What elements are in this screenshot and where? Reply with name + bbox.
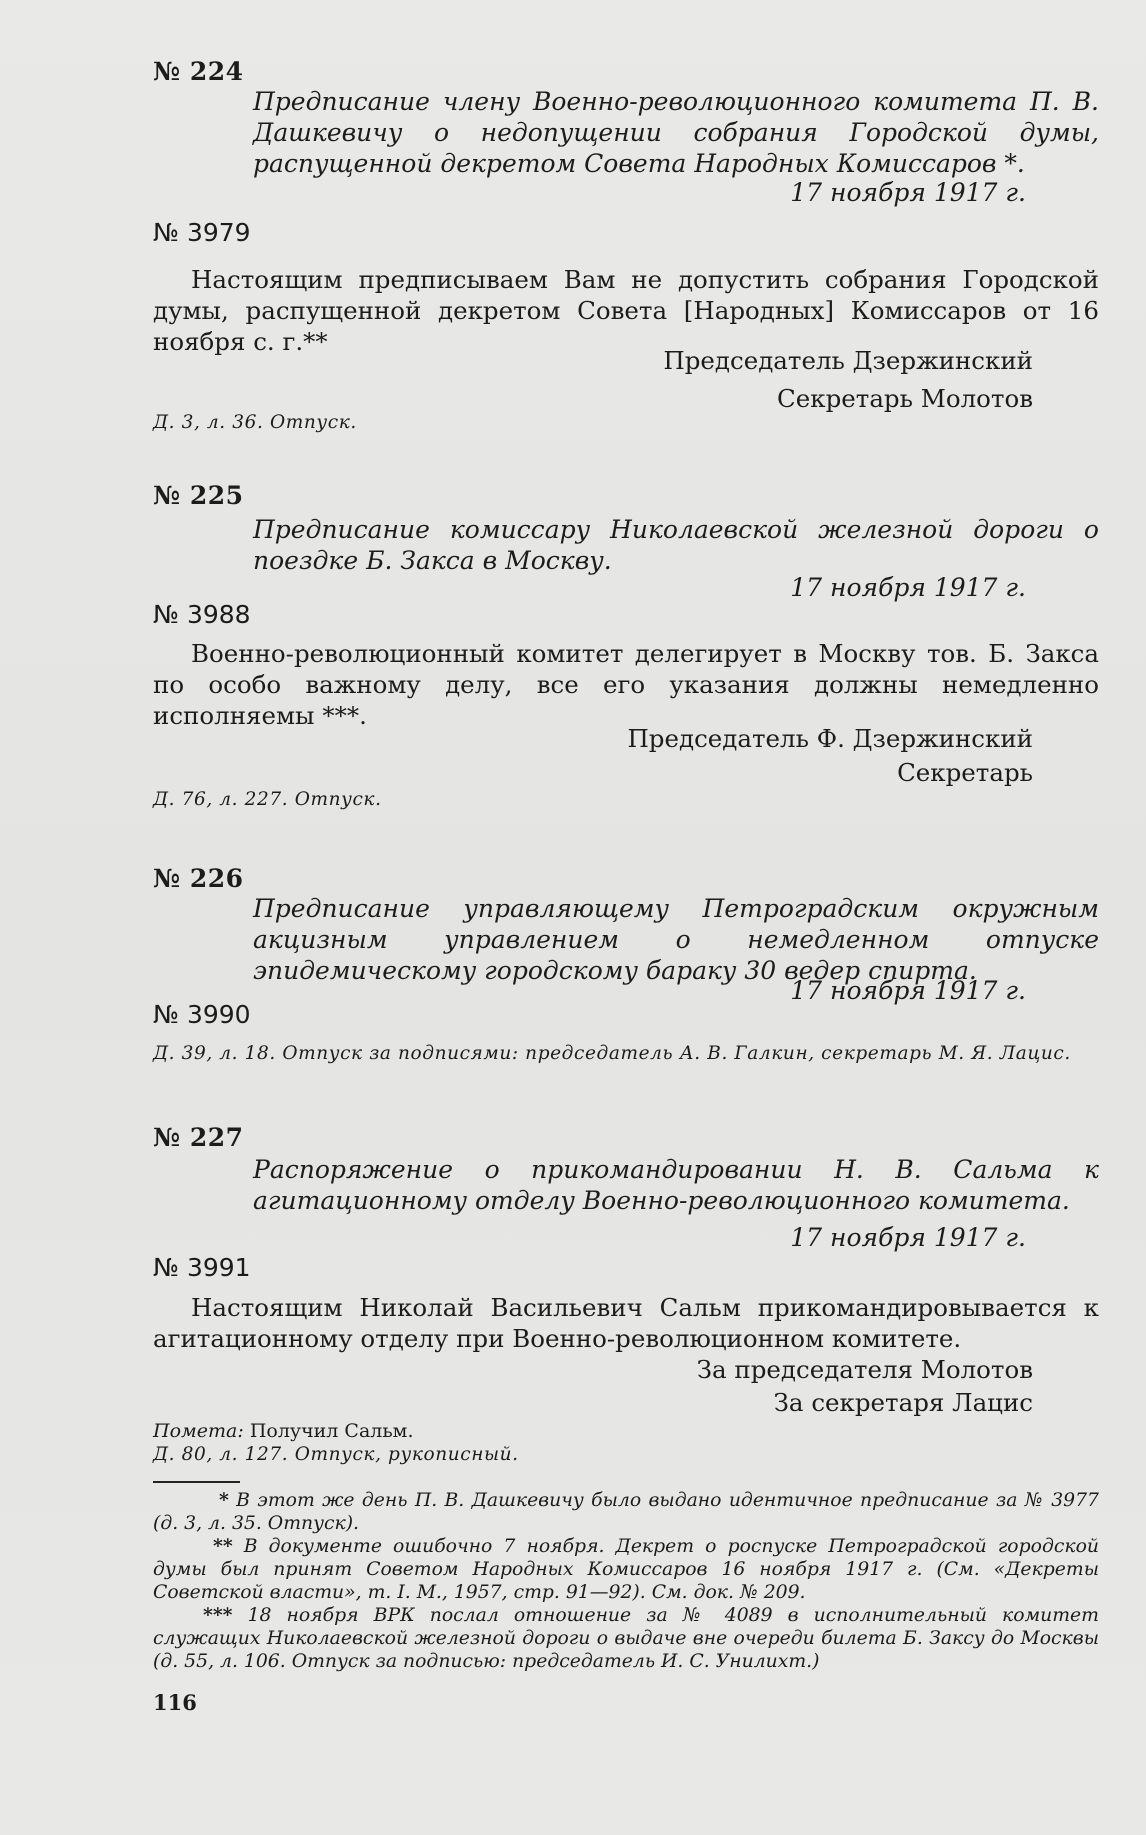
footnote-2 bbox=[153, 1535, 1099, 1604]
doc-226-number: № 226 bbox=[153, 864, 244, 893]
footnote-2-text: В документе ошибочно 7 ноября. Декрет о роспуске Петроградской городской думы был принят Советом Народных Комиссаров 16 ноября 1917 г. (См. «Декреты Советской власти», т. I. М., 1957, стр. 91—92). См. док. № 209. bbox=[153, 1536, 1099, 1603]
pometa-text: Получил Сальм. bbox=[249, 1420, 414, 1442]
doc-224-signature-chair: Председатель Дзержинский bbox=[663, 346, 1033, 375]
pometa-label: Помета: bbox=[153, 1420, 244, 1442]
doc-225-body: Военно-революционный комитет делегирует в Москву тов. Б. Закса по особо важному делу, все его указания должны немедленно исполняемы ***. bbox=[153, 639, 1099, 730]
footnote-3-mark: *** bbox=[203, 1604, 233, 1626]
doc-224-title: Предписание члену Военно-революционного комитета П. В. Дашкевичу о недопущении собрания Городской думы, распущенной декретом Совета Народных Комиссаров *. bbox=[253, 87, 1099, 178]
doc-226-archive-ref: Д. 39, л. 18. Отпуск за подписями: председатель А. В. Галкин, секретарь М. Я. Лацис. bbox=[153, 1043, 1071, 1064]
footnote-separator bbox=[153, 1481, 240, 1483]
doc-225-title: Предписание комиссару Николаевской железной дороги о поездке Б. Закса в Москву. bbox=[253, 515, 1099, 575]
footnote-3 bbox=[153, 1604, 1099, 1673]
doc-226-reg-number: № 3990 bbox=[153, 1000, 251, 1029]
doc-225-reg-number: № 3988 bbox=[153, 600, 251, 629]
doc-225-signature-secretary: Секретарь bbox=[897, 758, 1033, 787]
doc-225-archive-ref: Д. 76, л. 227. Отпуск. bbox=[153, 789, 382, 810]
doc-227-archive-ref: Д. 80, л. 127. Отпуск, рукописный. bbox=[153, 1444, 519, 1465]
doc-227-date: 17 ноября 1917 г. bbox=[790, 1223, 1026, 1252]
doc-226-title: Предписание управляющему Петроградским окружным акцизным управлением о немедленном отпуске эпидемическому городскому бараку 30 ведер спирта. bbox=[253, 894, 1099, 985]
doc-227-signature-chair: За председателя Молотов bbox=[696, 1355, 1033, 1384]
footnote-1 bbox=[153, 1489, 1099, 1535]
doc-224-signature-secretary: Секретарь Молотов bbox=[777, 384, 1033, 413]
footnote-1-text: В этот же день П. В. Дашкевичу было выдано идентичное предписание за № 3977 (д. 3, л. 35. Отпуск). bbox=[153, 1490, 1099, 1534]
footnote-3-text: 18 ноября ВРК послал отношение за № 4089 в исполнительный комитет служащих Николаевской железной дороги о выдаче вне очереди билета Б. Заксу до Москвы (д. 55, л. 106. Отпуск за подписью: председатель И. С. Унилихт.) bbox=[153, 1605, 1099, 1672]
doc-227-pometa bbox=[153, 1420, 414, 1442]
doc-224-date: 17 ноября 1917 г. bbox=[790, 178, 1026, 207]
doc-224-number: № 224 bbox=[153, 57, 244, 86]
doc-225-signature-chair: Председатель Ф. Дзержинский bbox=[627, 724, 1033, 753]
page-number: 116 bbox=[153, 1690, 197, 1715]
doc-224-reg-number: № 3979 bbox=[153, 218, 251, 247]
doc-224-body: Настоящим предписываем Вам не допустить собрания Городской думы, распущенной декретом Совета [Народных] Комиссаров от 16 ноября с. г.** bbox=[153, 265, 1099, 356]
doc-227-signature-secretary: За секретаря Лацис bbox=[773, 1388, 1033, 1417]
doc-225-number: № 225 bbox=[153, 481, 244, 510]
doc-227-body: Настоящим Николай Васильевич Сальм прикомандировывается к агитационному отделу при Военно-революционном комитете. bbox=[153, 1293, 1099, 1353]
doc-227-reg-number: № 3991 bbox=[153, 1253, 251, 1282]
doc-227-title: Распоряжение о прикомандировании Н. В. Сальма к агитационному отделу Военно-революционного комитета. bbox=[253, 1155, 1099, 1215]
doc-226-date: 17 ноября 1917 г. bbox=[790, 976, 1026, 1005]
footnote-1-mark: * bbox=[219, 1489, 229, 1511]
footnote-2-mark: ** bbox=[213, 1535, 233, 1557]
doc-227-number: № 227 bbox=[153, 1123, 244, 1152]
doc-224-archive-ref: Д. 3, л. 36. Отпуск. bbox=[153, 412, 357, 433]
doc-225-date: 17 ноября 1917 г. bbox=[790, 573, 1026, 602]
